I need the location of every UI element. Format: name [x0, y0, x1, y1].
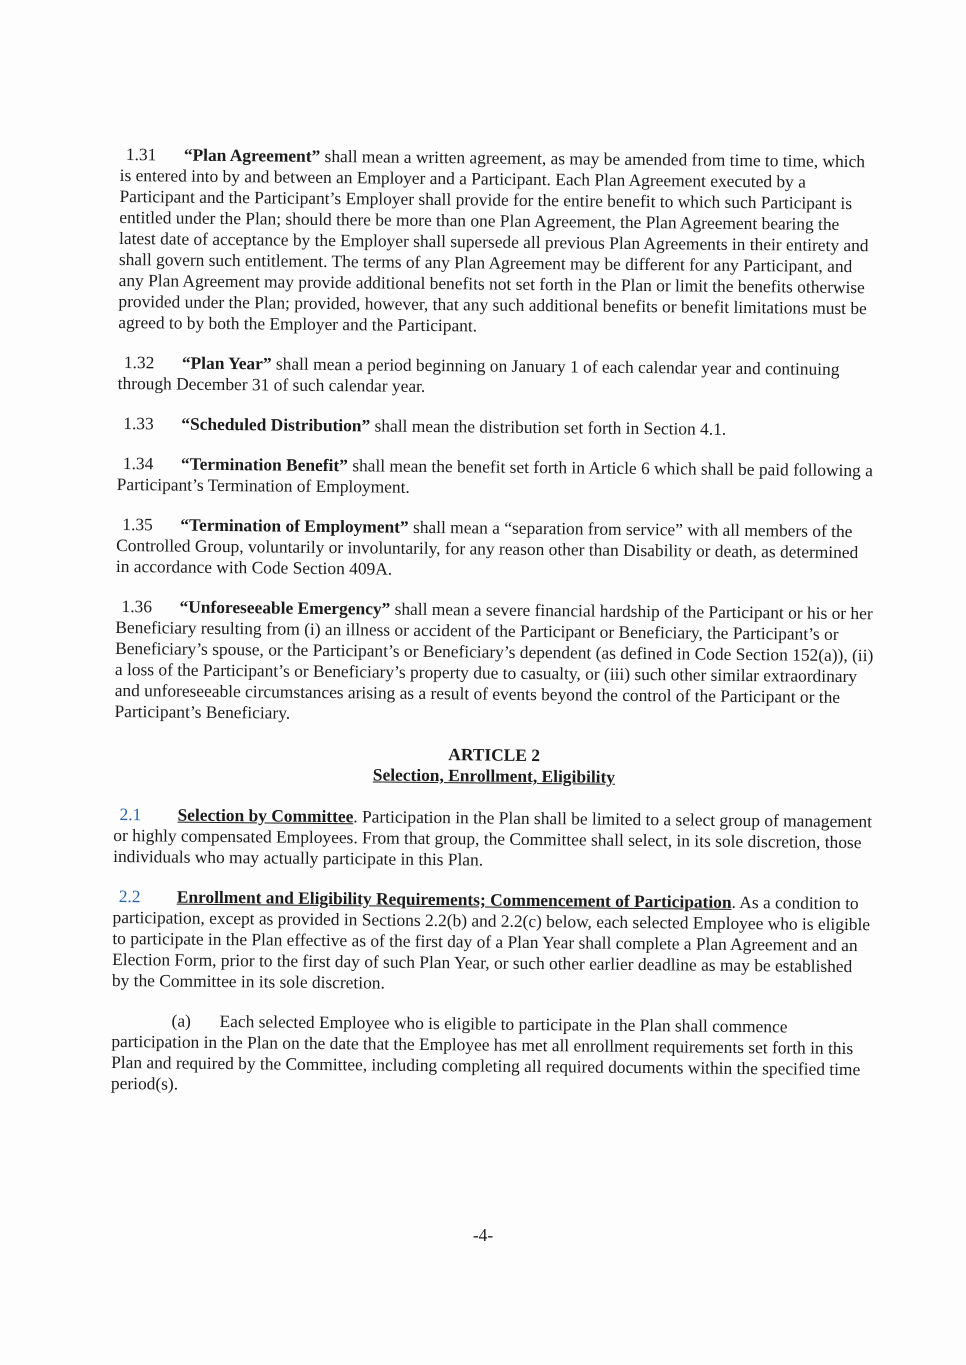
definition-1-32 [118, 352, 878, 401]
section-number: 2.1 [119, 804, 142, 825]
definition-number: 1.36 [121, 596, 153, 617]
definition-1-34 [117, 453, 877, 502]
definition-text: shall mean a “separation from service” with all members of the Controlled Group, voluntarily or involuntarily, for any reason other than Disability or death, as determined in accordance with Code Section 409A. [115, 516, 859, 579]
definition-1-36 [114, 596, 875, 729]
definition-text: shall mean a severe financial hardship of the Participant or his or her Beneficiary resulting from (i) an illness or accident of the Participant or Beneficiary, the Participant’s or Beneficiary’s spouse, or the Participant’s or Beneficiary’s dependent (as defined in Code Section 152(a)), (ii) a loss of the Participant’s or Beneficiary’s property due to casualty, or (iii) such other similar extraordinary and unforeseeable circumstances arising as a result of events beyond the control of the Participant or the Participant’s Beneficiary. [114, 598, 874, 723]
section-heading: Selection by Committee [177, 804, 354, 827]
section-2-2 [112, 886, 873, 998]
section-2-1 [113, 804, 874, 874]
definition-text: shall mean the distribution set forth in Section 4.1. [370, 415, 727, 439]
definition-number: 1.34 [122, 453, 154, 474]
section-text: . Participation in the Plan shall be limited to a select group of management or highly compensated Employees. From that group, the Committee shall select, in its sole discretion, those individuals who may actually participate in this Plan. [113, 806, 873, 870]
definition-1-31 [118, 144, 880, 340]
defined-term: “Plan Year” [181, 352, 272, 374]
subsection-a [111, 1010, 872, 1101]
article-heading [114, 741, 874, 790]
definition-text: shall mean a written agreement, as may be amended from time to time, which is entered into by and between an Employer and a Participant. Each Plan Agreement executed by a Participant and the Participant’s Employer shall provide for the entire benefit to which such Participant is entitled under the Plan; should there be more than one Plan Agreement, the Plan Agreement bearing the latest date of acceptance by the Employer shall supersede all previous Plan Agreements in their entirety and shall govern such entitlement. The terms of any Plan Agreement may be different for any Participant, and any Plan Agreement may provide additional benefits not set forth in the Plan or limit the benefits otherwise provided under the Plan; provided, however, that any such additional benefits or benefit limitations must be agreed to by both the Employer and the Participant. [118, 145, 869, 336]
section-number: 2.2 [118, 886, 141, 907]
subsection-label: (a) [171, 1010, 191, 1031]
page-number: -4- [472, 1225, 494, 1245]
subsection-text: Each selected Employee who is eligible to participate in the Plan shall commence participation in the Plan on the date that the Employee has met all enrollment requirements set forth in this Plan and required by the Committee, including completing all required documents within the specified time period(s). [110, 1010, 861, 1094]
defined-term: “Plan Agreement” [183, 144, 321, 166]
article-title: ARTICLE 2 [448, 744, 541, 766]
article-subtitle: Selection, Enrollment, Eligibility [372, 764, 616, 787]
defined-term: “Scheduled Distribution” [181, 413, 371, 436]
definition-number: 1.31 [125, 144, 157, 165]
definition-text: shall mean the benefit set forth in Article 6 which shall be paid following a Participant’s Termination of Employment. [116, 455, 873, 497]
definition-number: 1.35 [122, 514, 153, 535]
defined-term: “Termination Benefit” [180, 453, 349, 476]
defined-term: “Unforeseeable Emergency” [179, 596, 391, 619]
definition-text: shall mean a period beginning on January 1 of each calendar year and continuing through December 31 of such calendar year. [117, 353, 840, 396]
definition-number: 1.33 [123, 413, 154, 434]
page-content [111, 144, 880, 1120]
definition-1-33 [117, 413, 877, 441]
defined-term: “Termination of Employment” [180, 514, 409, 537]
section-heading: Enrollment and Eligibility Requirements; Commencement of Participation [176, 886, 732, 912]
definition-number: 1.32 [123, 352, 155, 373]
definition-1-35 [116, 514, 877, 584]
section-text: . As a condition to participation, except as provided in Sections 2.2(b) and 2.2(c) below, each selected Employee who is eligible to participate in the Plan effective as of the first day of a Plan Year shall complete a Plan Agreement and an Election Form, prior to the first day of such Plan Year, or such other earlier deadline as may be established by the Committee in its sole discretion. [111, 891, 871, 993]
